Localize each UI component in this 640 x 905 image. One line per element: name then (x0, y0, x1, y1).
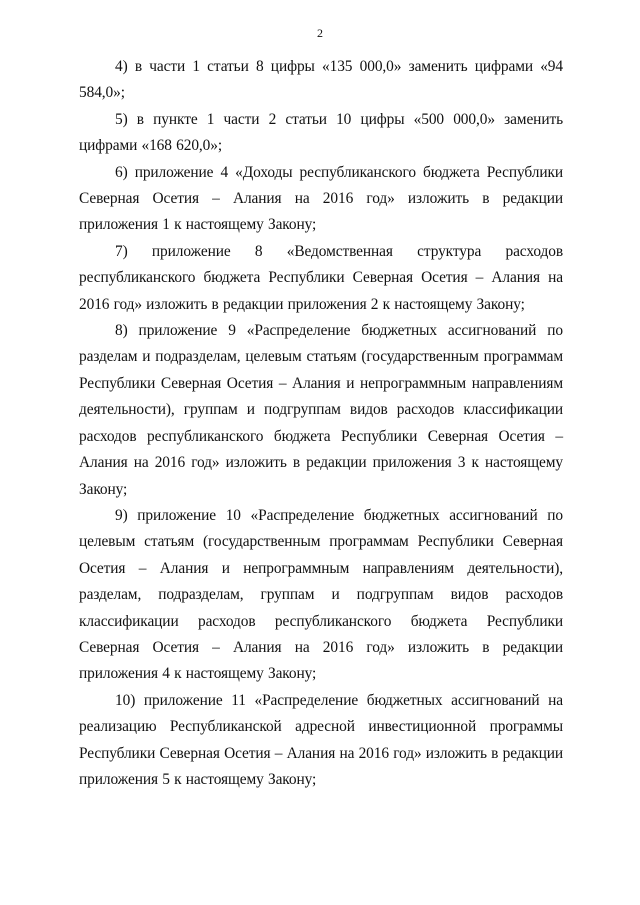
amendment-item-5: 5) в пункте 1 части 2 статьи 10 цифры «500 000,0» заменить цифрами «168 620,0»; (79, 110, 563, 155)
page-number: 2 (317, 26, 323, 40)
amendment-item-9: 9) приложение 10 «Распределение бюджетных ассигнований по целевым статьям (государственным программам Республики Северная Осетия – Алания и непрограммным направлениям деятельности), разделам, подразделам, группам и подгруппам видов расходов классификации расходов республиканского бюджета Республики Северная Осетия – Алания на 2016 год» изложить в редакции приложения 4 к настоящему Закону; (79, 506, 563, 683)
amendment-item-6: 6) приложение 4 «Доходы республиканского бюджета Республики Северная Осетия – Алания на 2016 год» изложить в редакции приложения 1 к настоящему Закону; (79, 163, 563, 234)
document-body (79, 54, 563, 793)
amendment-item-10: 10) приложение 11 «Распределение бюджетных ассигнований на реализацию Республиканской адресной инвестиционной программы Республики Северная Осетия – Алания на 2016 год» изложить в редакции приложения 5 к настоящему Закону; (79, 691, 563, 788)
amendment-item-8: 8) приложение 9 «Распределение бюджетных ассигнований по разделам и подразделам, целевым статьям (государственным программам Республики Северная Осетия – Алания и непрограммным направлениям деятельности), группам и подгруппам видов расходов классификации расходов республиканского бюджета Республики Северная Осетия – Алания на 2016 год» изложить в редакции приложения 3 к настоящему Закону; (79, 322, 563, 498)
amendment-item-4: 4) в части 1 статьи 8 цифры «135 000,0» заменить цифрами «94 584,0»; (79, 58, 563, 102)
amendment-item-7: 7) приложение 8 «Ведомственная структура расходов республиканского бюджета Республики Северная Осетия – Алания на 2016 год» изложить в редакции приложения 2 к настоящему Закону; (79, 242, 563, 313)
